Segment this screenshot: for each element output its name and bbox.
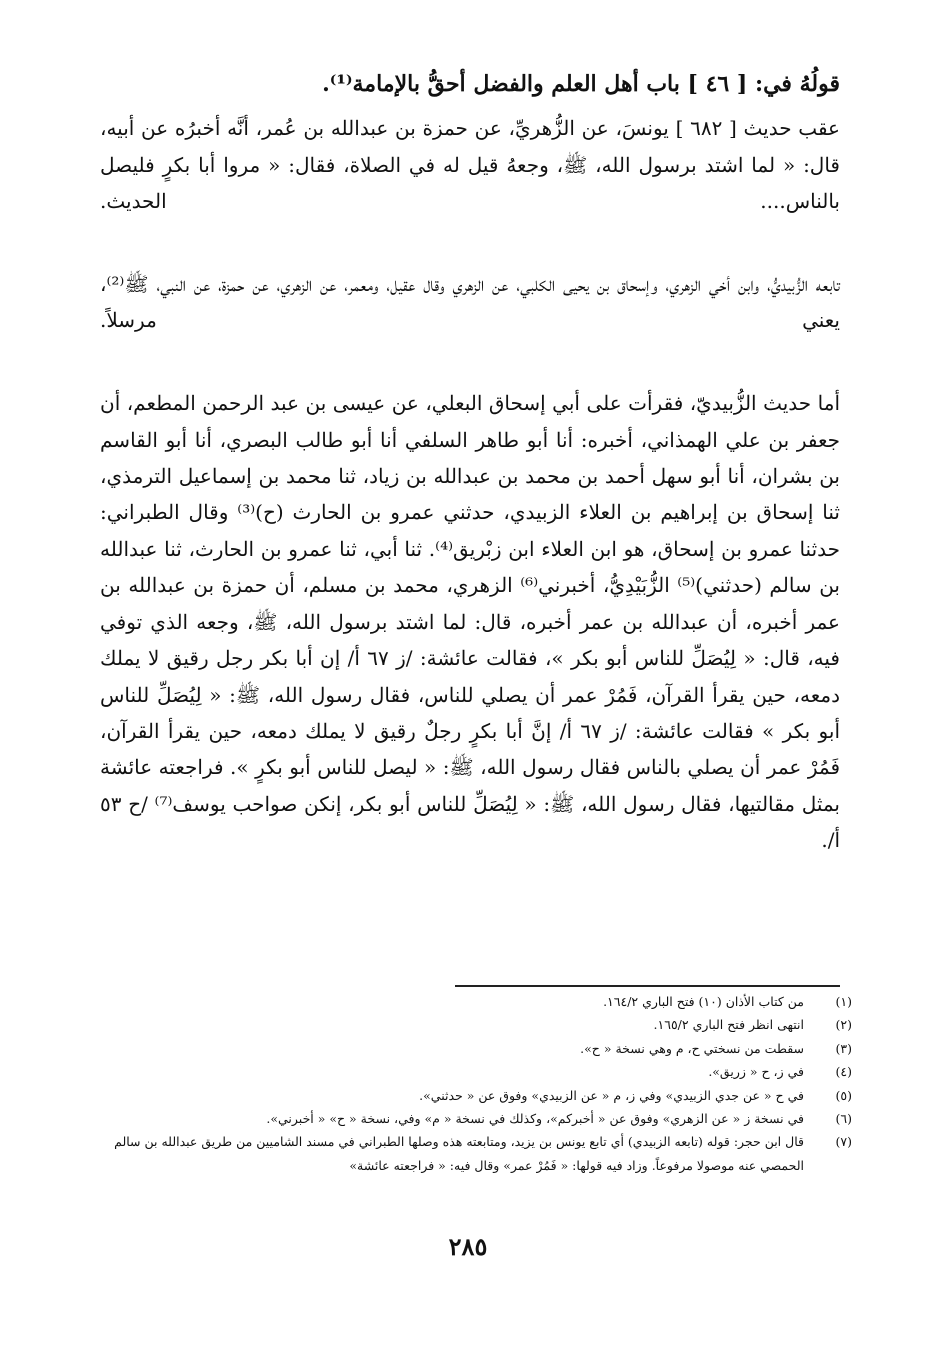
footnote-number: (٧) [835,1134,852,1150]
footnote-number: (٣) [835,1040,852,1056]
footnote-2 [80,1013,852,1036]
footnote-number: (٤) [835,1064,852,1080]
footnote-text: من كتاب الأذان (١٠) فتح الباري ١٦٤/٢. [603,994,804,1009]
paragraph-3: أما حديث الزُّبيديّ، فقرأت على أبي إسحاق البعلي، عن عيسى بن عبد الرحمن المطعم، أن جعفر بن علي الهمذاني، أخبره: أنا أبو طاهر السلفي أنا أبو طالب البصري، أنا أبو القاسم بن بشران، أنا أبو سهل أحمد بن محمد بن عبدالله بن زياد، ثنا محمد بن إسماعيل الترمذي، ثنا إسحاق بن إبراهيم بن العلاء الزبيدي، حدثني عمرو بن الحارث (ح)⁽³⁾ وقال الطبراني: حدثنا عمرو بن إسحاق، هو ابن العلاء ابن زبْريق⁽⁴⁾. ثنا أبي، ثنا عمرو بن الحارث، ثنا عبدالله بن سالم (حدثني)⁽⁵⁾ الزُّبَيْدِيُّ، أخبرني⁽⁶⁾ الزهري، محمد بن مسلم، أن حمزة بن عبدالله بن عمر أخبره، أن عبدالله بن عمر أخبره، قال: لما اشتد برسول الله، ﷺ، وجعه الذي توفي فيه، قال: « لِيُصَلِّ للناس أبو بكر »، فقالت عائشة: /ز ٦٧ أ/ إن أبا بكر رجل رقيق لا يملك دمعه، حين يقرأ القرآن، فَمُرْ عمر أن يصلي للناس، فقال رسول الله، ﷺ: « لِيُصَلِّ للناس أبو بكر » فقالت عائشة: /ز ٦٧ أ/ إنَّ أبا بكرٍ رجلٌ رقيق لا يملك دمعه، حين يقرأ القرآن، فَمُرْ عمر أن يصلي بالناس فقال رسول الله، ﷺ: « ليصل للناس أبو بكرٍ ». فراجعته عائشة بمثل مقالتيها، فقال رسول الله، ﷺ: « لِيُصَلِّ للناس أبو بكر، إنكن صواحب يوسف⁽⁷⁾ /ح ٥٣ أ/. [100,391,840,853]
footnote-divider [455,985,840,987]
footnote-text: في ز، ح « زريق». [708,1064,804,1080]
footnote-number: (٥) [835,1087,852,1103]
footnote-6 [80,1107,852,1130]
footnotes [80,990,852,1177]
paragraph-2: تابعه الزُّبيديُّ، وابن أخي الزهري، وإسحاق بن يحيى الكلبي، عن الزهري وقال عقيل، ومعمر، عن الزهري، عن حمزة، عن النبي، ﷺ⁽²⁾، يعني مرسلاً. [100,272,840,333]
footnote-7 [80,1130,852,1177]
footnote-text: في ح « عن جدي الزبيدي» وفي ز، م « عن الزبيدي» وفوق عن « حدثني». [419,1087,804,1103]
footnote-number: (١) [835,994,852,1009]
section-heading: قولُهُ في: [ ٤٦ ] باب أهل العلم والفضل أحقُّ بالإمامة⁽¹⁾. [322,71,840,97]
footnote-number: (٢) [835,1017,852,1033]
footnote-4 [80,1060,852,1083]
footnote-text: سقطت من نسختي ح، م وهي نسخة « ح». [580,1040,804,1056]
main-text [100,66,840,905]
footnote-text: قال ابن حجر: قوله (تابعه الزبيدي) أي تابع يونس بن يزيد، ومتابعته هذه وصلها الطبراني في مسند الشاميين من طريق عبدالله بن سالم الحمصي عنه موصولا مرفوعاً. وزاد فيه قولها: « فَمُرْ عمر» وقال فيه: « فراجعته عائشة» [114,1134,804,1173]
footnote-text: انتهى انظر فتح الباري ١٦٥/٢. [653,1017,804,1033]
page-number: ٢٨٥ [448,1232,488,1261]
footnote-text: في نسخة ز « عن الزهري» وفوق عن « أخبركم»، وكذلك في نسخة « م» وفي، نسخة « ح» « أخبرني». [266,1111,804,1127]
footnote-number: (٦) [835,1111,852,1127]
paragraph-1: عقب حديث [ ٦٨٢ ] يونسَ، عن الزُّهريِّ، عن حمزة بن عبدالله بن عُمر، أنَّه أخبرُه عن أبيه، قال: « لما اشتد برسول الله، ﷺ، وجعهُ قيل له في الصلاة، فقال: « مروا أبا بكرٍ فليصل بالناس.... الحديث. [100,116,840,214]
footnote-5 [80,1084,852,1107]
footnote-1 [80,990,852,1013]
footnote-3 [80,1037,852,1060]
